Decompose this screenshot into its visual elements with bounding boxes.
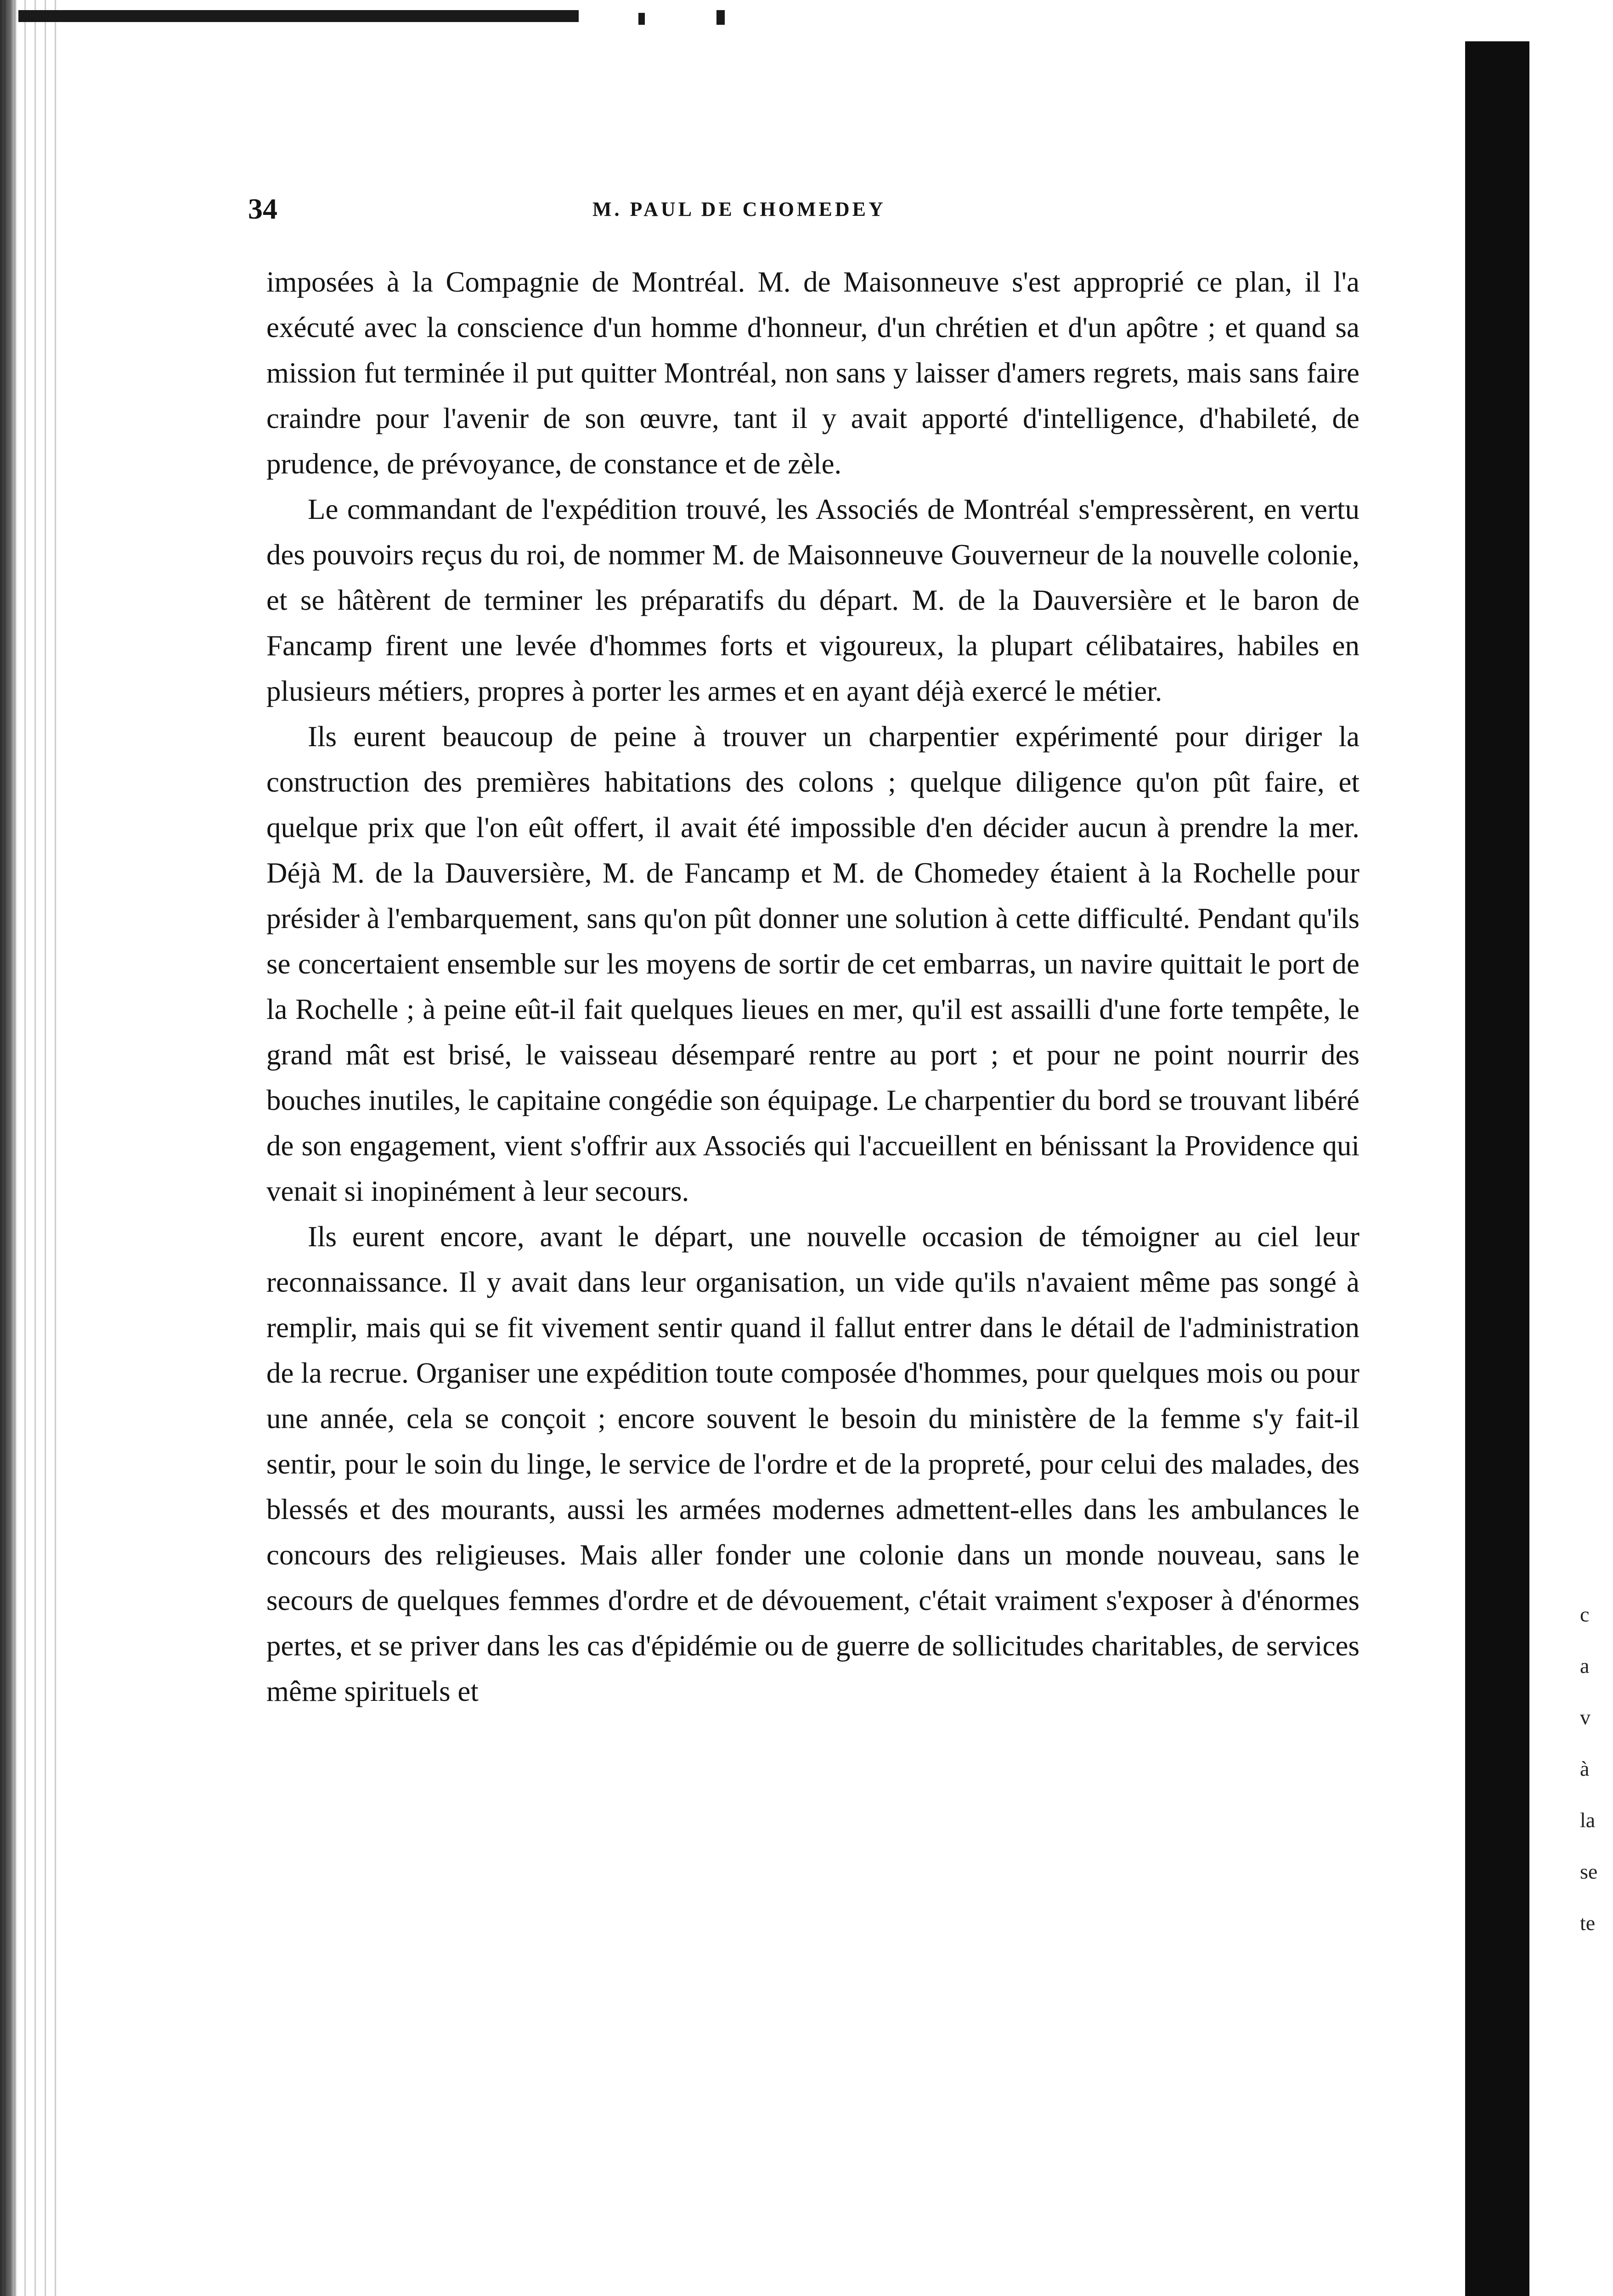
facing-page-fragments xyxy=(1580,1589,1612,1949)
binding-gutter xyxy=(0,0,64,2296)
running-head: M. PAUL DE CHOMEDEY xyxy=(592,198,886,220)
fragment: la xyxy=(1580,1808,1596,1832)
fragment: a xyxy=(1580,1654,1590,1677)
fragment: se xyxy=(1580,1860,1598,1883)
fragment: te xyxy=(1580,1911,1596,1935)
fragment: v xyxy=(1580,1705,1590,1729)
scan-artifact-mark xyxy=(638,13,645,25)
fragment: c xyxy=(1580,1603,1590,1626)
paragraph: imposées à la Compagnie de Montréal. M. de Maisonneuve s'est approprié ce plan, il l'a exécuté avec la conscience d'un homme d'honneur, d'un chrétien et d'un apôtre ; et quand sa mission fut terminée il put quitter Montréal, non sans y laisser d'amers regrets, mais sans faire craindre pour l'avenir de son œuvre, tant il y avait apporté d'intelligence, d'habileté, de prudence, de prévoyance, de constance et de zèle. xyxy=(266,266,1359,480)
fragment: à xyxy=(1580,1757,1590,1780)
scan-artifact-top-rule xyxy=(18,10,579,22)
facing-page-edge xyxy=(1529,0,1613,2296)
paragraph: Ils eurent encore, avant le départ, une nouvelle occasion de témoigner au ciel leur reconnaissance. Il y avait dans leur organisation, un vide qu'ils n'avaient même pas songé à remplir, mais qui se fit vivement sentir quand il fallut entrer dans le détail de l'administration de la recrue. Organiser une expédition toute composée d'hommes, pour quelques mois ou pour une année, cela se conçoit ; encore souvent le besoin du ministère de la femme s'y fait-il sentir, pour le soin du linge, le service de l'ordre et de la propreté, pour celui des malades, des blessés et des mourants, aussi les armées modernes admettent-elles dans les ambulances le concours des religieuses. Mais aller fonder une colonie dans un monde nouveau, sans le secours de quelques femmes d'ordre et de dévouement, c'était vraiment s'exposer à d'énormes pertes, et se priver dans les cas d'épidémie ou de guerre de sollicitudes charitables, de services même spirituels et xyxy=(266,1221,1359,1707)
scan-edge-bar xyxy=(1465,41,1529,2296)
scan-artifact-mark xyxy=(716,10,725,25)
page-header xyxy=(248,192,1350,229)
paragraph: Ils eurent beaucoup de peine à trouver un charpentier expérimenté pour diriger la construction des premières habitations des colons ; quelque diligence qu'on pût faire, et quelque prix que l'on eût offert, il avait été impossible d'en décider aucun à prendre la mer. Déjà M. de la Dauversière, M. de Fancamp et M. de Chomedey étaient à la Rochelle pour présider à l'embarquement, sans qu'on pût donner une solution à cette difficulté. Pendant qu'ils se concertaient ensemble sur les moyens de sortir de cet embarras, un navire quittait le port de la Rochelle ; à peine eût-il fait quelques lieues en mer, qu'il est assailli d'une forte tempête, le grand mât est brisé, le vaisseau désemparé rentre au port ; et pour ne point nourrir des bouches inutiles, le capitaine congédie son équipage. Le charpentier du bord se trouvant libéré de son engagement, vient s'offrir aux Associés qui l'accueillent en bénissant la Providence qui venait si inopinément à leur secours. xyxy=(266,720,1359,1207)
body-text xyxy=(266,259,1359,1714)
page-number: 34 xyxy=(248,192,277,225)
paragraph: Le commandant de l'expédition trouvé, les Associés de Montréal s'empressèrent, en vertu des pouvoirs reçus du roi, de nommer M. de Maisonneuve Gouverneur de la nouvelle colonie, et se hâtèrent de terminer les préparatifs du départ. M. de la Dauversière et le baron de Fancamp firent une levée d'hommes forts et vigoureux, la plupart célibataires, habiles en plusieurs métiers, propres à porter les armes et en ayant déjà exercé le métier. xyxy=(266,493,1359,707)
